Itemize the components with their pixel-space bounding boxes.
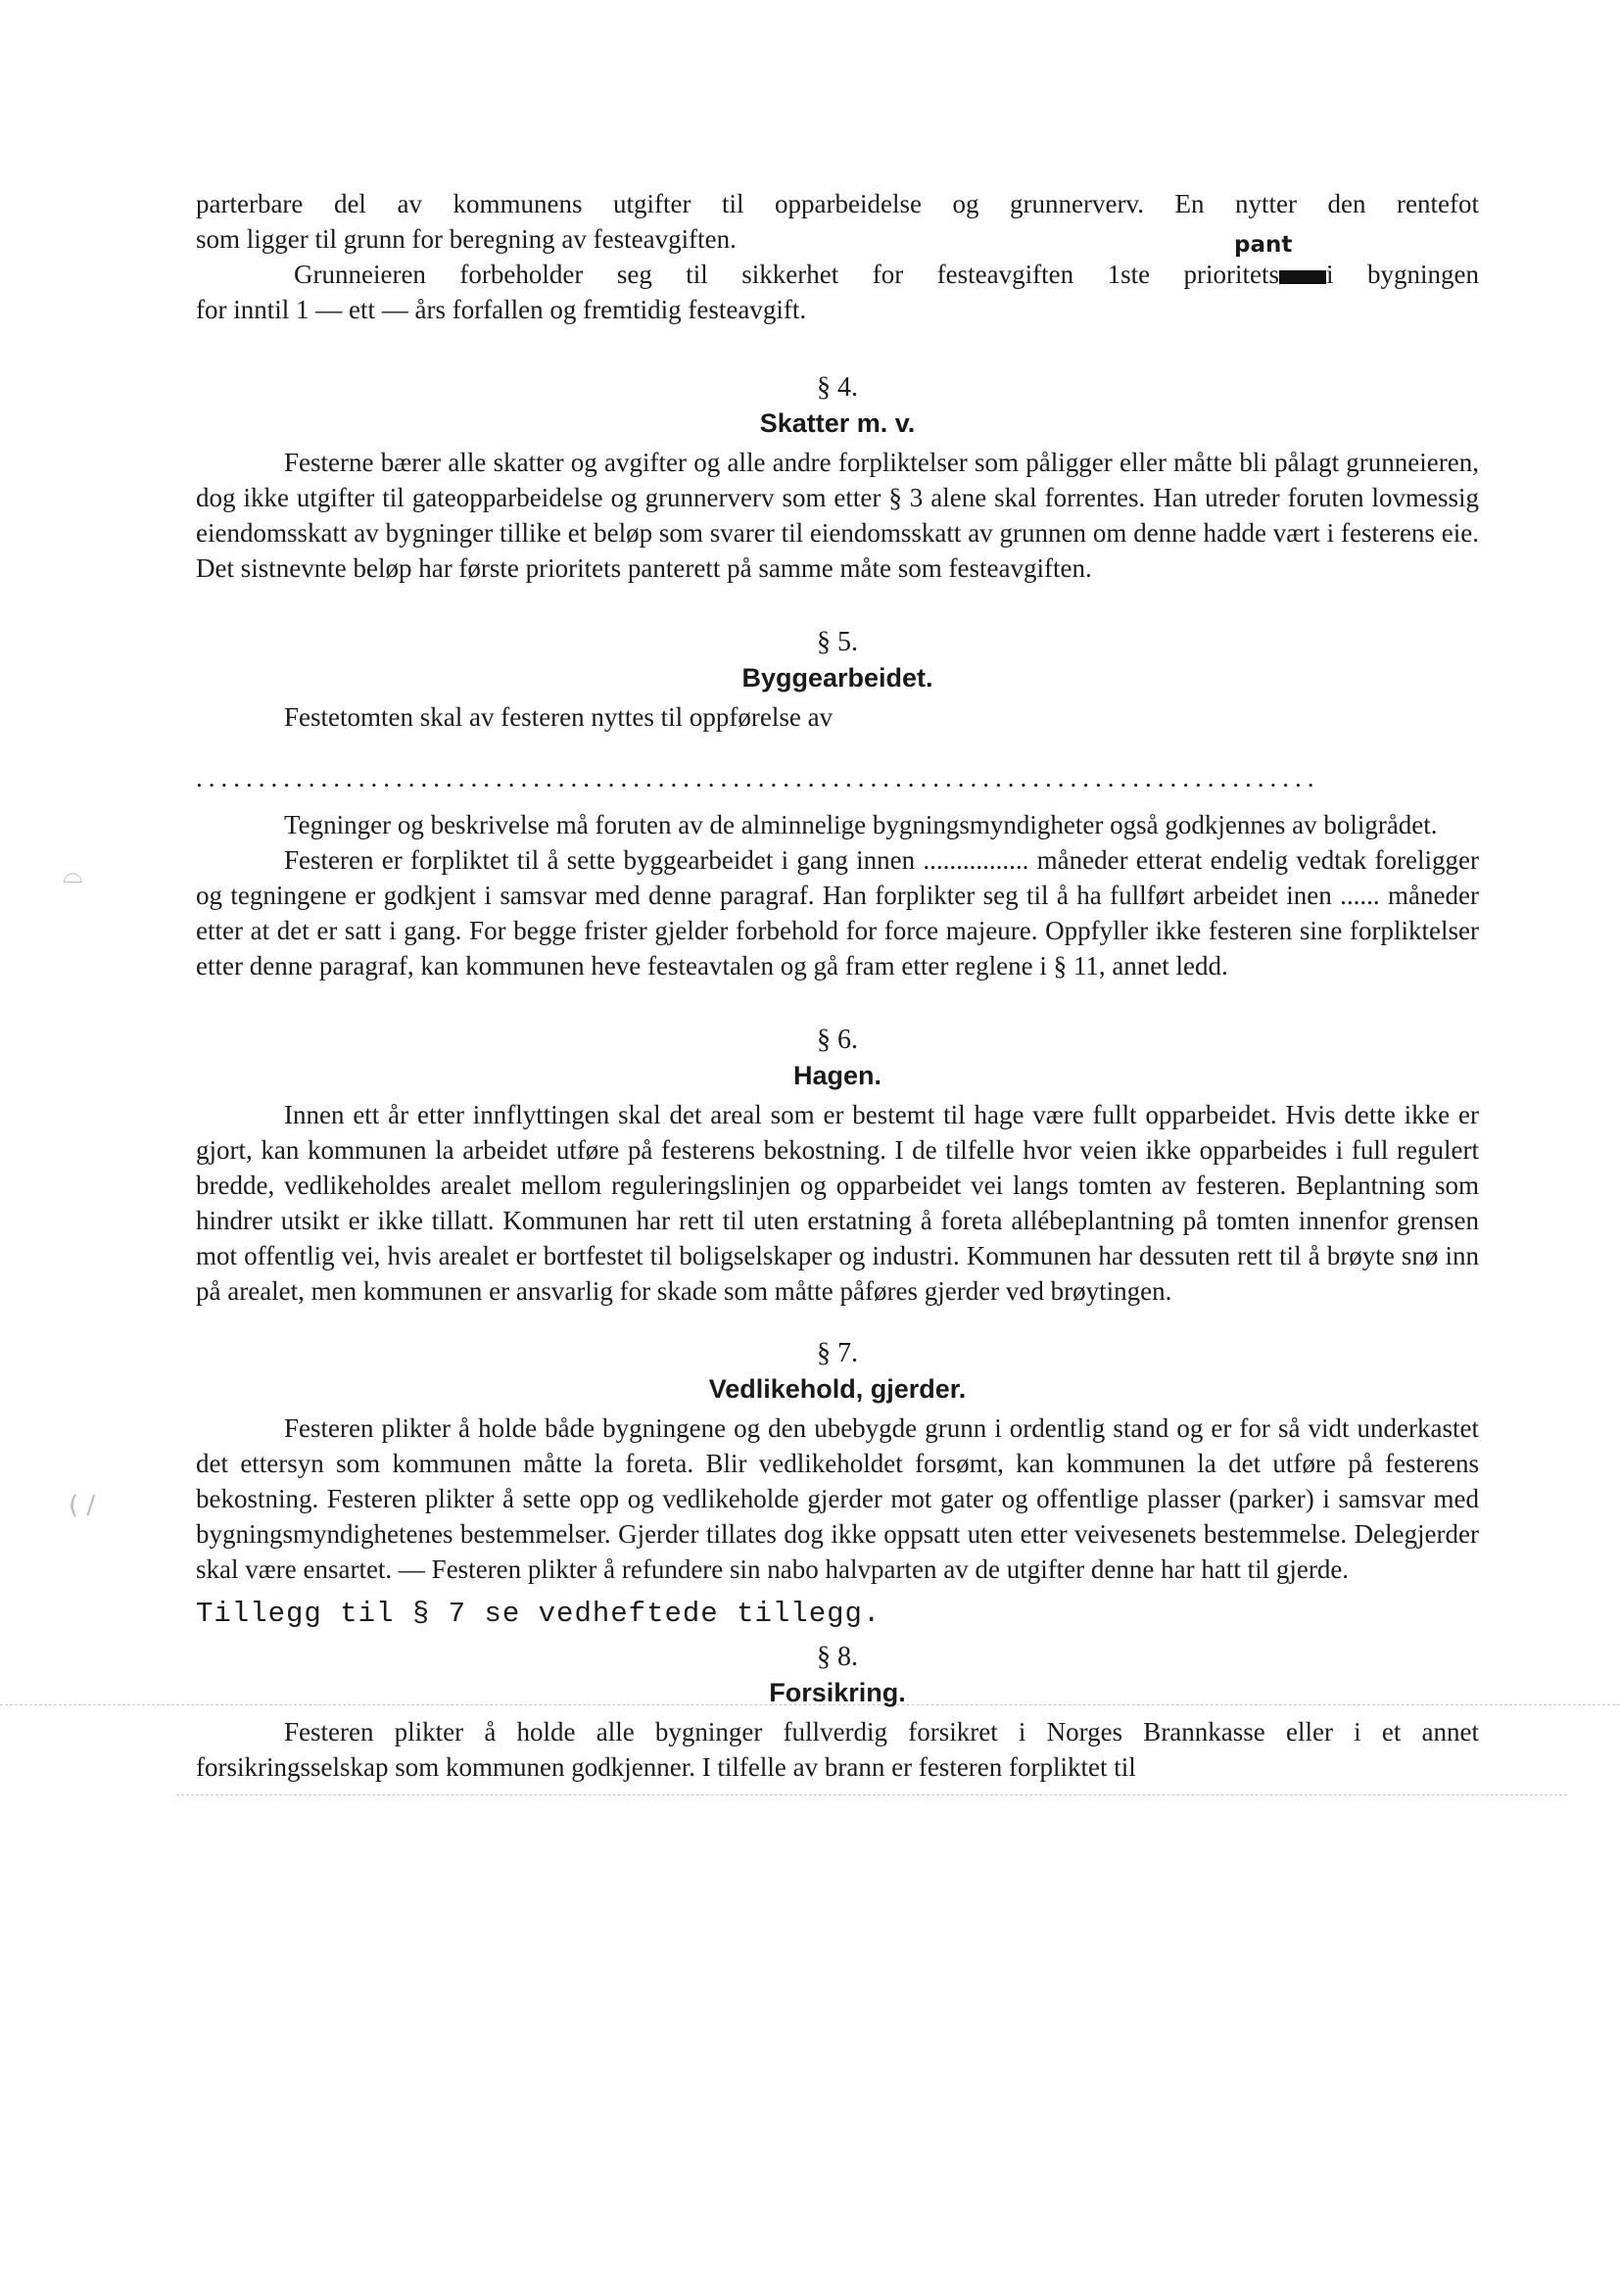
text-segment: Grunneieren forbeholder seg til sikkerhet for festeavgiften 1ste prioritets <box>294 260 1280 289</box>
section-number: § 8. <box>817 1642 858 1672</box>
section-text: Festetomten skal av festeren nyttes til oppførelse av <box>284 702 834 732</box>
section-title: Forsikring. <box>769 1678 906 1707</box>
fill-in-line: .......................................................................................... <box>196 763 1320 792</box>
redaction-mark <box>1279 270 1326 284</box>
section-text: Festerne bærer alle skatter og avgifter og alle andre forpliktelser som påligger eller måtte bli pålagt grunneieren, dog ikke utgifter til gateopparbeidelse og grunnerverv som etter § 3 alene skal forrentes. Han utreder foruten lovmessig eiendomsskatt av bygninger tillike et beløp som svarer til eiendomsskatt av grunnen om denne hadde vært i festerens eie. Det sistnevnte beløp har første prioritets panterett på samme måte som festeavgiften. <box>196 448 1479 583</box>
section-title: Skatter m. v. <box>759 408 916 438</box>
section-text: Festeren plikter å holde både bygningene og den ubebygde grunn i ordentlig stand og er for så vidt underkastet det ettersyn som kommunen måtte la foreta. Blir vedlikeholdet forsømt, kan kommunen la det utføre på festerens bekostning. Festeren plikter å sette opp og vedlikeholde gjerder mot gater og offentlige plasser (parker) i samsvar med bygningsmyndighetenes bestemmelser. Gjerder tillates dog ikke oppsatt uten etter veivesenets bestemmelse. Delegjerder skal være ensartet. — Festeren plikter å refundere sin nabo halvparten av de utgifter denne har hatt til gjerde. <box>196 1413 1479 1584</box>
text-line: som ligger til grunn for beregning av festeavgiften. <box>196 224 737 254</box>
section-text: Festeren er forpliktet til å sette byggearbeidet i gang innen ................ måneder etterat endelig vedtak foreligger og tegningene er godkjent i samsvar med denne paragraf. Han forplikter seg til å ha fullført arbeidet inen ...... måneder etter at det er satt i gang. For begge frister gjelder forbehold for force majeure. Oppfyller ikke festeren sine forpliktelser etter denne paragraf, kan kommunen heve festeavtalen og gå fram etter reglene i § 11, annet ledd. <box>196 845 1479 981</box>
section-text: Tegninger og beskrivelse må foruten av de alminnelige bygningsmyndigheter også godkjennes av boligrådet. <box>284 810 1438 839</box>
text-line: for inntil 1 — ett — års forfallen og fremtidig festeavgift. <box>196 295 807 324</box>
text-line: parterbare del av kommunens utgifter til opparbeidelse og grunnerverv. En nytter den rentefot <box>196 189 1479 218</box>
section-title: Hagen. <box>792 1061 882 1090</box>
document-page <box>196 186 1479 1785</box>
section-number: § 7. <box>817 1338 858 1368</box>
text-segment: i bygningen <box>1326 260 1479 289</box>
margin-binding-mark: ( / <box>69 1491 96 1520</box>
section-number: § 6. <box>817 1025 858 1055</box>
section-text: Festeren plikter å holde alle bygninger fullverdig forsikret i Norges Brannkasse eller i et annet forsikringsselskap som kommunen godkjenner. I tilfelle av brann er festeren forpliktet til <box>196 1717 1479 1782</box>
margin-binding-mark: ⌓ <box>63 860 83 889</box>
section-title: Byggearbeidet. <box>741 663 933 693</box>
typed-addendum-note: Tillegg til § 7 se vedheftede tillegg. <box>196 1598 881 1630</box>
section-number: § 4. <box>817 372 858 403</box>
handwritten-annotation: pant <box>1234 232 1293 258</box>
section-number: § 5. <box>817 627 858 657</box>
section-title: Vedlikehold, gjerder. <box>708 1374 967 1404</box>
section-text: Innen ett år etter innflyttingen skal det areal som er bestemt til hage være fullt opparbeidet. Hvis dette ikke er gjort, kan kommunen la arbeidet utføre på festerens bekostning. I de tilfelle hvor veien ikke opparbeides i full regulert bredde, vedlikeholdes arealet mellom reguleringslinjen og opparbeidet vei langs tomten av festeren. Beplantning som hindrer utsikt er ikke tillatt. Kommunen har rett til uten erstatning å foreta allébeplantning på tomten innenfor grensen mot offentlig vei, hvis arealet er bortfestet til boligselskaper og industri. Kommunen har dessuten rett til å brøyte snø inn på arealet, men kommunen er ansvarlig for skade som måtte påføres gjerder ved brøytingen. <box>196 1100 1479 1306</box>
scan-artifact-line <box>176 1794 1567 1795</box>
